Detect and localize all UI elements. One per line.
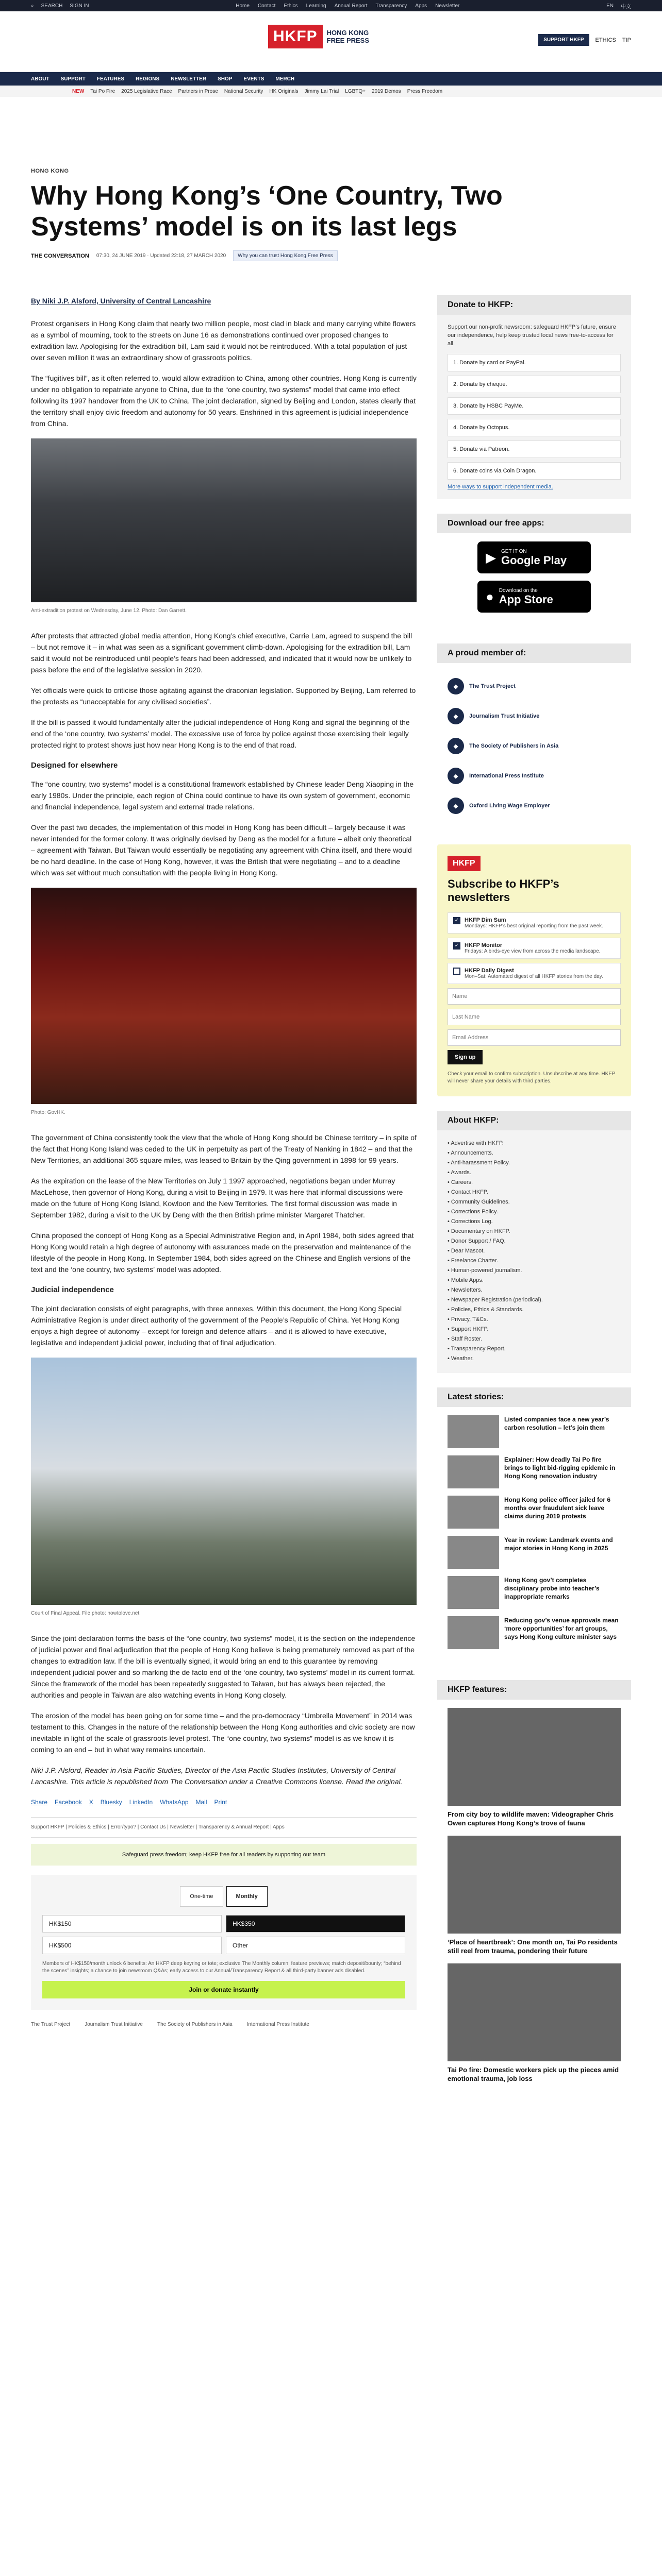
support-hkfp-button[interactable]: SUPPORT HKFP [538,34,589,46]
feature-thumbnail[interactable] [448,1836,621,1934]
about-link[interactable]: • Freelance Charter. [448,1256,621,1266]
photo-caption: Anti-extradition protest on Wednesday, June 12. Photo: Dan Garrett. [31,608,187,614]
bottom-member-logos [31,2019,417,2030]
feature-title[interactable]: Tai Po fire: Domestic workers pick up the pieces amid emotional trauma, job loss [448,2066,619,2082]
amount-option[interactable]: HK$150 [42,1915,222,1933]
about-link[interactable]: • Awards. [448,1168,621,1178]
subnav-item[interactable]: HK Originals [269,88,299,94]
member-logo-icon: ◆ [448,798,464,814]
checkbox-checked-icon[interactable]: ✓ [453,942,460,950]
apple-icon: ● [486,588,494,604]
latest-story[interactable] [448,1576,621,1609]
source-logo[interactable]: THE CONVERSATION [31,252,89,259]
story-title[interactable]: Hong Kong police officer jailed for 6 months over fraudulent sick leave claims during 2019 protests [504,1496,611,1520]
join-donate-button[interactable]: Join or donate instantly [42,1981,405,1998]
feature-title[interactable]: ‘Place of heartbreak’: One month on, Tai Po residents still reel from trauma, pondering their future [448,1938,618,1955]
app-store-button[interactable]: ● Download on the App Store [477,581,591,613]
share-links [31,1797,417,1808]
section-heading: Judicial independence [31,1285,114,1294]
donate-option[interactable] [448,376,621,393]
features-title: HKFP features: [437,1680,631,1700]
top-link[interactable]: Contact [257,3,276,9]
paragraph: After protests that attracted global media attention, Hong Kong’s chief executive, Carrie Lam, agreed to suspend the bill – but not remove it – in what was seen as a significant government climb-down. Apologising for the extradition bill, Lam said it would not be reintroduced until people’s fears had been addressed, and indicated that it would now be unlikely to pass before the end of the legislative session in 2020. [31,632,412,674]
about-link[interactable]: • Weather. [448,1354,621,1364]
donate-option-label: 6. Donate coins via Coin Dragon. [453,468,537,474]
lang-en[interactable]: EN [606,3,614,9]
member-logo[interactable]: The Trust Project [31,2022,71,2027]
paragraph: The “one country, two systems” model is a constitutional framework established by Chinese leader Deng Xiaoping in the early 1980s. Under the principle, each region of China could continue to have its own system of government, economic and financial independence, legal system and external trade relations. [31,780,414,811]
share-link[interactable]: Share [31,1799,48,1806]
donate-option[interactable] [448,462,621,480]
donate-widget [31,1875,417,2010]
subnav-item[interactable]: 2019 Demos [371,88,401,94]
donate-title: Donate to HKFP: [437,295,631,315]
story-title[interactable]: Reducing gov’s venue approvals mean ‘more opportunities’ for art groups, says Hong Kong culture minister says [504,1617,619,1640]
article-body [31,295,417,2115]
about-link[interactable]: • Anti-harassment Policy. [448,1158,621,1168]
donate-option[interactable] [448,440,621,458]
about-link[interactable]: • Newsletters. [448,1285,621,1295]
publish-dates: 07:30, 24 JUNE 2019 · Updated 22:18, 27 MARCH 2020 [96,253,226,259]
subnav-item[interactable]: Jimmy Lai Trial [304,88,339,94]
play-icon: ▶ [486,549,496,565]
share-link[interactable]: Print [214,1799,227,1806]
share-link[interactable]: LinkedIn [129,1799,153,1806]
paragraph: The joint declaration consists of eight paragraphs, with three annexes. Within this document, the Hong Kong Special Administrative Region is under direct authority of the government of the People’s Republic of China. Yet Hong Kong enjoys a high degree of autonomy – except for foreign and defence affairs – and it is allowed to have executive, legislative and independent judicial power, including that of final adjudication. [31,1304,402,1347]
paragraph: As the expiration on the lease of the New Territories on July 1 1997 approached, negotiations began under Murray MacLehose, then governor of Hong Kong, during a visit to Beijing in 1979. It was here that informal discussions were made on the future of Hong Kong Island, Kowloon and the New Territories. The first formal discussion was made in September 1982, during a visit to the UK by Deng with the then British prime minister Margaret Thatcher. [31,1177,403,1219]
about-link[interactable]: • Newspaper Registration (periodical). [448,1295,621,1305]
article-footer-links[interactable]: Support HKFP | Policies & Ethics | Error/typo? | Contact Us | Newsletter | Transparency & Annual Report | Apps [31,1817,417,1838]
story-title[interactable]: Hong Kong gov’t completes disciplinary probe into teacher’s inappropriate remarks [504,1577,600,1600]
top-link[interactable]: Annual Report [334,3,368,9]
paragraph: The “fugitives bill”, as it often referred to, would allow extradition to China, among other countries. Hong Kong is currently under no obligation to repatriate anyone to China, due to the “one country, two systems” model that came into effect following its 1997 handover from the UK to China. The joint declaration, signed by Beijing and London, states clearly that the territory shall enjoy civic freedom and autonomy for 50 years. Enshrined in this agreement is judicial independence from China. [31,374,417,428]
amount-option[interactable]: HK$500 [42,1937,222,1954]
nav-item[interactable]: FEATURES [96,76,125,82]
about-link[interactable]: • Human-powered journalism. [448,1266,621,1276]
lang-zh[interactable]: 中文 [620,4,631,10]
subnav-item[interactable]: Press Freedom [407,88,443,94]
nav-item[interactable]: MERCH [275,76,295,82]
features-box [437,1680,631,2100]
about-link[interactable]: • Announcements. [448,1148,621,1158]
member-name: Journalism Trust Initiative [469,713,540,719]
story-thumbnail[interactable] [448,1415,499,1448]
google-play-button[interactable]: ▶ GET IT ON Google Play [477,541,591,573]
logo-text: HONG KONG FREE PRESS [326,29,370,44]
paragraph: The erosion of the model has been going on for some time – and the pro-democracy “Umbrella Movement” in 2014 was testament to this. Changes in the nature of the relationship between the Hong Kong authorities and civic society are now inevitable in light of the scale of grassroots-level protest. The “one country, two systems” model is as we know it is coming to an end – but in what way remains uncertain. [31,1711,415,1754]
court-photo [31,1358,417,1605]
tab-one-time[interactable]: One-time [180,1886,223,1907]
more-ways-link[interactable]: More ways to support independent media. [448,484,553,490]
story-title[interactable]: Year in review: Landmark events and major stories in Hong Kong in 2025 [504,1536,613,1552]
name-field[interactable] [448,988,621,1005]
top-link[interactable]: Transparency [375,3,407,9]
amount-option-selected[interactable]: HK$350 [226,1915,405,1933]
newsletter-option-monitor[interactable]: ✓ HKFP Monitor Fridays: A birds-eye view from across the media landscape. [448,938,621,959]
about-link[interactable]: • Mobile Apps. [448,1276,621,1285]
byline-row [31,250,631,261]
latest-story[interactable] [448,1415,621,1448]
newsletter-box [437,844,631,1096]
nav-item[interactable]: EVENTS [243,76,264,82]
membership-note: Members of HK$150/month unlock 6 benefits: An HKFP deep keyring or tote; exclusive The Monthly column; feature previews; match deposit/bounty; “behind the scenes” insights; a chance to join newsroom Q&As; early access to our Annual/Transparency Report & all third-party banner ads disabled. [42,1961,401,1974]
share-link[interactable]: X [89,1799,93,1806]
story-title[interactable]: Explainer: How deadly Tai Po fire brings to light bid-rigging epidemic in Hong Kong renovation industry [504,1456,616,1480]
about-title: About HKFP: [437,1111,631,1130]
feature-story[interactable] [448,1836,621,1955]
masthead [0,11,662,72]
story-thumbnail[interactable] [448,1576,499,1609]
about-link[interactable]: • Privacy, T&Cs. [448,1315,621,1325]
about-link[interactable]: • Support HKFP. [448,1325,621,1334]
latest-story[interactable] [448,1496,621,1529]
ethics-link[interactable]: ETHICS [595,37,616,43]
member-logo-icon: ◆ [448,708,464,724]
member-logo-icon: ◆ [448,678,464,694]
about-link[interactable]: • Careers. [448,1178,621,1188]
donate-option-label: 4. Donate by Octopus. [453,425,510,431]
member-logo-icon: ◆ [448,738,464,754]
member-name: The Trust Project [469,683,516,689]
share-link[interactable]: Mail [195,1799,207,1806]
member-logo-icon: ◆ [448,768,464,784]
about-box [437,1111,631,1373]
logo-mark: HKFP [268,25,323,48]
donate-text: Support our non-profit newsroom: safeguard HKFP’s future, ensure our independence, help keep trusted local news free-to-access for all. [448,324,616,347]
nav-item[interactable]: SHOP [218,76,233,82]
nav-item[interactable]: NEWSLETTER [171,76,207,82]
latest-story[interactable] [448,1616,621,1649]
member-logo[interactable]: International Press Institute [246,2022,309,2027]
member-org[interactable] [448,791,621,821]
member-box [437,643,631,830]
search-icon[interactable]: ⌕ [31,3,34,9]
article-kicker[interactable]: HONG KONG [31,168,69,174]
photo-caption: Photo: GovHK. [31,1110,65,1115]
top-link[interactable]: Home [236,3,250,9]
paragraph: Protest organisers in Hong Kong claim that nearly two million people, most clad in black and many carrying white flowers as a symbol of mourning, took to the streets on June 16 as demonstrations continued over proposed changes to extradition law. Apologising for the extradition bill, Lam said it would not be reintroduced. With a total population of just over seven million it was an extraordinary show of grassroots politics. [31,319,416,362]
author-bio: Niki J.P. Alsford, Reader in Asia Pacific Studies, Director of the Asia Pacific Studies Institutes, University of Central Lancashire. This article is republished from The Conversation under a Creative Commons license. Read the original. [31,1766,403,1786]
feature-story[interactable] [448,1708,621,1827]
top-link[interactable]: Learning [306,3,326,9]
latest-title: Latest stories: [437,1387,631,1407]
share-link[interactable]: Bluesky [100,1799,122,1806]
donate-option[interactable] [448,397,621,415]
protest-photo [31,438,417,602]
paragraph: The government of China consistently took the view that the whole of Hong Kong should be Chinese territory – in spite of the fact that Hong Kong Island was ceded to the UK in perpetuity as part of the Treaty of Nanking in 1842 – and that the New Territories, an additional 365 square miles, was leased to Britain by the Qing government in 1898 for 99 years. [31,1133,417,1164]
member-org[interactable] [448,701,621,731]
feature-thumbnail[interactable] [448,1963,621,2061]
amount-option-other[interactable]: Other [226,1937,405,1954]
apps-title: Download our free apps: [437,514,631,533]
newsletter-option-dimsum[interactable]: ✓ HKFP Dim Sum Mondays: HKFP’s best original reporting from the past week. [448,912,621,934]
feature-title[interactable]: From city boy to wildlife maven: Videographer Chris Owen captures Hong Kong’s trove of fauna [448,1810,614,1827]
top-link[interactable]: Ethics [284,3,298,9]
feature-story[interactable] [448,1963,621,2083]
newsletter-option-digest[interactable]: HKFP Daily Digest Mon–Sat: Automated digest of all HKFP stories from the day. [448,963,621,984]
search-link[interactable]: SEARCH [41,3,63,9]
about-link[interactable]: • Staff Roster. [448,1334,621,1344]
main-nav [0,72,662,86]
member-org[interactable] [448,731,621,761]
member-org[interactable] [448,671,621,701]
account-link[interactable]: SIGN IN [70,3,89,9]
newsletter-note: Check your email to confirm subscription. Unsubscribe at any time. HKFP will never share your details with third parties. [448,1071,615,1084]
member-logo[interactable]: The Society of Publishers in Asia [157,2022,233,2027]
latest-box [437,1387,631,1666]
new-tag: NEW [72,88,85,94]
paragraph: Since the joint declaration forms the basis of the “one country, two systems” model, it is the section on the independence of judicial power and final adjudication that the people of Hong Kong believe is being prematurely removed as part of the changes to extradition law. If the bill is eventually signed, it would bring an end to this guarantee by removing independent judicial power and so marking the de facto end of the ‘one country, two systems’ model in its current format. Since the framework of the model has been repeatedly suggested to Taiwan, but has always been rejected, the authorities and people in Taiwan are also watching events in Hong Kong closely. [31,1634,416,1699]
photo-caption: Court of Final Appeal. File photo: nowtolove.net. [31,1611,141,1616]
story-thumbnail[interactable] [448,1616,499,1649]
newsletter-logo: HKFP [448,856,481,871]
donate-option-label: 3. Donate by HSBC PayMe. [453,403,524,409]
about-link[interactable]: • Community Guidelines. [448,1197,621,1207]
donate-option-label: 1. Donate by card or PayPal. [453,360,526,366]
story-title[interactable]: Listed companies face a new year’s carbon resolution – let’s join them [504,1416,609,1431]
member-name: Oxford Living Wage Employer [469,803,550,809]
latest-story[interactable] [448,1536,621,1569]
donate-option-label: 5. Donate via Patreon. [453,446,510,452]
story-thumbnail[interactable] [448,1496,499,1529]
sub-nav [0,86,662,97]
paragraph: If the bill is passed it would fundamentally alter the judicial independence of Hong Kong and signal the beginning of the end of the ‘one country, two systems’ model. The excessive use of force by police against those exercising their legally protected right to protest shows just how near Hong Kong is to the end of that road. [31,718,410,749]
subnav-item[interactable]: National Security [224,88,263,94]
share-link[interactable]: Facebook [55,1799,82,1806]
member-name: The Society of Publishers in Asia [469,743,559,749]
article-headline: Why Hong Kong’s ‘One Country, Two Systems’ model is on its last legs [31,181,503,242]
about-link[interactable]: • Donor Support / FAQ. [448,1236,621,1246]
member-org[interactable] [448,761,621,791]
tab-monthly[interactable]: Monthly [226,1886,268,1907]
checkbox-unchecked-icon[interactable] [453,968,460,975]
donate-option[interactable] [448,354,621,371]
top-link[interactable]: Newsletter [435,3,460,9]
story-thumbnail[interactable] [448,1536,499,1569]
section-heading: Designed for elsewhere [31,761,118,770]
apps-box [437,514,631,629]
feature-thumbnail[interactable] [448,1708,621,1806]
subnav-item[interactable]: 2025 Legislative Race [121,88,172,94]
subnav-item[interactable]: LGBTQ+ [345,88,366,94]
checkbox-checked-icon[interactable]: ✓ [453,917,460,924]
author-byline[interactable]: By Niki J.P. Alsford, University of Central Lancashire [31,297,211,305]
about-link[interactable]: • Advertise with HKFP. [448,1139,621,1148]
email-field[interactable] [448,1029,621,1046]
signup-button[interactable]: Sign up [448,1050,483,1064]
paragraph: Yet officials were quick to criticise those agitating against the draconian legislation. Supported by Beijing, Lam referred to the protests as “unacceptable for any civilised societies”. [31,686,416,706]
nav-item[interactable]: REGIONS [136,76,160,82]
top-link[interactable]: Apps [415,3,427,9]
about-link[interactable]: • Contact HKFP. [448,1188,621,1197]
share-link[interactable]: WhatsApp [160,1799,189,1806]
about-link[interactable]: • Dear Mascot. [448,1246,621,1256]
safeguard-banner[interactable]: Safeguard press freedom; keep HKFP free for all readers by supporting our team [31,1844,417,1866]
nav-item[interactable]: SUPPORT [60,76,86,82]
paragraph: China proposed the concept of Hong Kong as a Special Administrative Region and, in April 1984, both sides agreed that Hong Kong would retain a high degree of autonomy with assurances made on the preservation and maintenance of the lifestyle of the people in Hong Kong. In September 1984, both sides agreed on the Chinese and English versions of the text and the ‘one country, two systems’ model was adopted. [31,1231,414,1274]
about-link[interactable]: • Transparency Report. [448,1344,621,1354]
sidebar [437,295,631,2115]
member-title: A proud member of: [437,643,631,663]
subnav-item[interactable]: Tai Po Fire [90,88,115,94]
donate-option-label: 2. Donate by cheque. [453,381,507,387]
about-link[interactable]: • Corrections Log. [448,1217,621,1227]
member-name: International Press Institute [469,773,544,779]
story-thumbnail[interactable] [448,1455,499,1488]
trust-pill[interactable]: Why you can trust Hong Kong Free Press [233,250,338,261]
last-name-field[interactable] [448,1009,621,1025]
subnav-item[interactable]: Partners in Prose [178,88,218,94]
top-utility-bar [0,0,662,11]
newsletter-title: Subscribe to HKFP’s newsletters [448,877,559,904]
about-link[interactable]: • Corrections Policy. [448,1207,621,1217]
donate-box [437,295,631,499]
about-link[interactable]: • Policies, Ethics & Standards. [448,1305,621,1315]
latest-story[interactable] [448,1455,621,1488]
top-links [236,3,459,9]
nav-item[interactable]: ABOUT [31,76,49,82]
site-logo[interactable] [268,25,369,48]
paragraph: Over the past two decades, the implementation of this model in Hong Kong has been difficult – largely because it was never intended for the former colony. It was originally devised by Deng as the model for a future – albeit only theoretical – agreement with Taiwan. But Taiwan would essentially be negotiating any agreement with China itself, and there would be no hard deadline. In the case of Hong Kong, however, it was the British that were negotiating – and to a deadline which was set without much consultation with the people living in Hong Kong. [31,823,412,877]
member-logo[interactable]: Journalism Trust Initiative [85,2022,143,2027]
tip-link[interactable]: TIP [622,37,631,43]
donate-option[interactable] [448,419,621,436]
about-link[interactable]: • Documentary on HKFP. [448,1227,621,1236]
handover-ceremony-photo [31,888,417,1104]
